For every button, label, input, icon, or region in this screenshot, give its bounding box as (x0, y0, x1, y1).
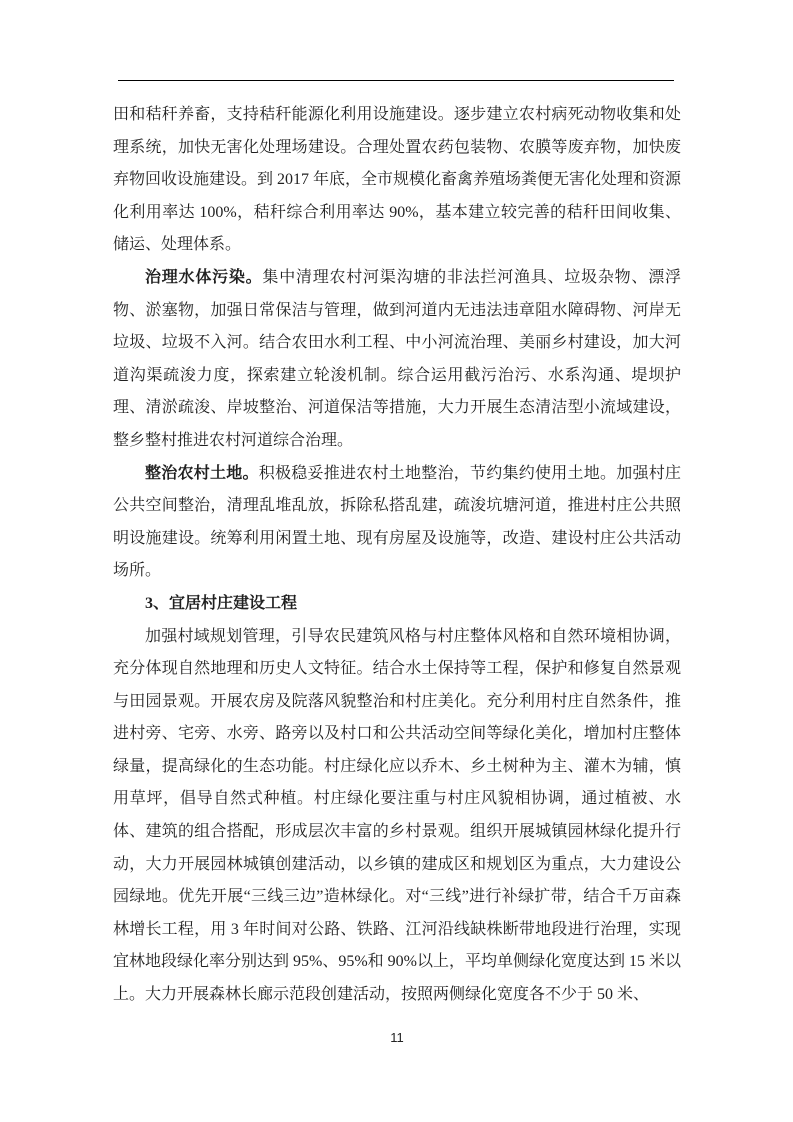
paragraph-text-improve-rural-land: 积极稳妥推进农村土地整治，节约集约使用土地。加强村庄公共空间整治，清理乱堆乱放，拆除私搭乱建，疏浚坑塘河道，推进村庄公共照明设施建设。统筹利用闲置土地、现有房屋及设施等，改造、建设村庄公共活动场所。 (113, 464, 681, 580)
paragraph-livable-village-construction: 加强村域规划管理，引导农民建筑风格与村庄整体风格和自然环境相协调，充分体现自然地理和历史人文特征。结合水土保持等工程，保护和修复自然景观与田园景观。开展农房及院落风貌整治和村庄美化。充分利用村庄自然条件，推进村旁、宅旁、水旁、路旁以及村口和公共活动空间等绿化美化，增加村庄整体绿量，提高绿化的生态功能。村庄绿化应以乔木、乡土树种为主、灌木为辅，慎用草坪，倡导自然式种植。村庄绿化要注重与村庄风貌相协调，通过植被、水体、建筑的组合搭配，形成层次丰富的乡村景观。组织开展城镇园林绿化提升行动，大力开展园林城镇创建活动，以乡镇的建成区和规划区为重点，大力建设公园绿地。优先开展“三线三边”造林绿化。对“三线”进行补绿扩带，结合千万亩森林增长工程，用 3 年时间对公路、铁路、江河沿线缺株断带地段进行治理，实现宜林地段绿化率分别达到 95%、95%和 90%以上，平均单侧绿化宽度达到 15 米以上。大力开展森林长廊示范段创建活动，按照两侧绿化宽度各不少于 50 米、 (113, 627, 681, 1004)
page-number: 11 (390, 1030, 404, 1045)
paragraph-improve-rural-land (113, 458, 681, 588)
paragraph-lead-treat-water-pollution: 治理水体污染。 (145, 268, 263, 286)
paragraph-text-treat-water-pollution: 集中清理农村河渠沟塘的非法拦河渔具、垃圾杂物、漂浮物、淤塞物，加强日常保洁与管理，做到河道内无违法违章阻水障碍物、河岸无垃圾、垃圾不入河。结合农田水利工程、中小河流治理、美丽乡村建设，加大河道沟渠疏浚力度，探索建立轮浚机制。综合运用截污治污、水系沟通、堤坝护理、清淤疏浚、岸坡整治、河道保洁等措施，大力开展生态清洁型小流域建设，整乡整村推进农村河道综合治理。 (113, 268, 681, 449)
paragraph-straw-waste-recycling-continued: 田和秸秆养畜，支持秸秆能源化利用设施建设。逐步建立农村病死动物收集和处理系统，加快无害化处理场建设。合理处置农药包装物、农膜等废弃物，加快废弃物回收设施建设。到 2017 年底，全市规模化畜禽养殖场粪便无害化处理和资源化利用率达 100%，秸秆综合利用率达 90%，基本建立较完善的秸秆田间收集、储运、处理体系。 (113, 106, 682, 254)
paragraph-treat-water-pollution (113, 262, 681, 458)
document-body (113, 99, 681, 1012)
paragraph-lead-improve-rural-land: 整治农村土地。 (145, 464, 259, 482)
header-rule (118, 80, 674, 81)
section-heading-livable-village-project: 3、宜居村庄建设工程 (145, 594, 298, 612)
